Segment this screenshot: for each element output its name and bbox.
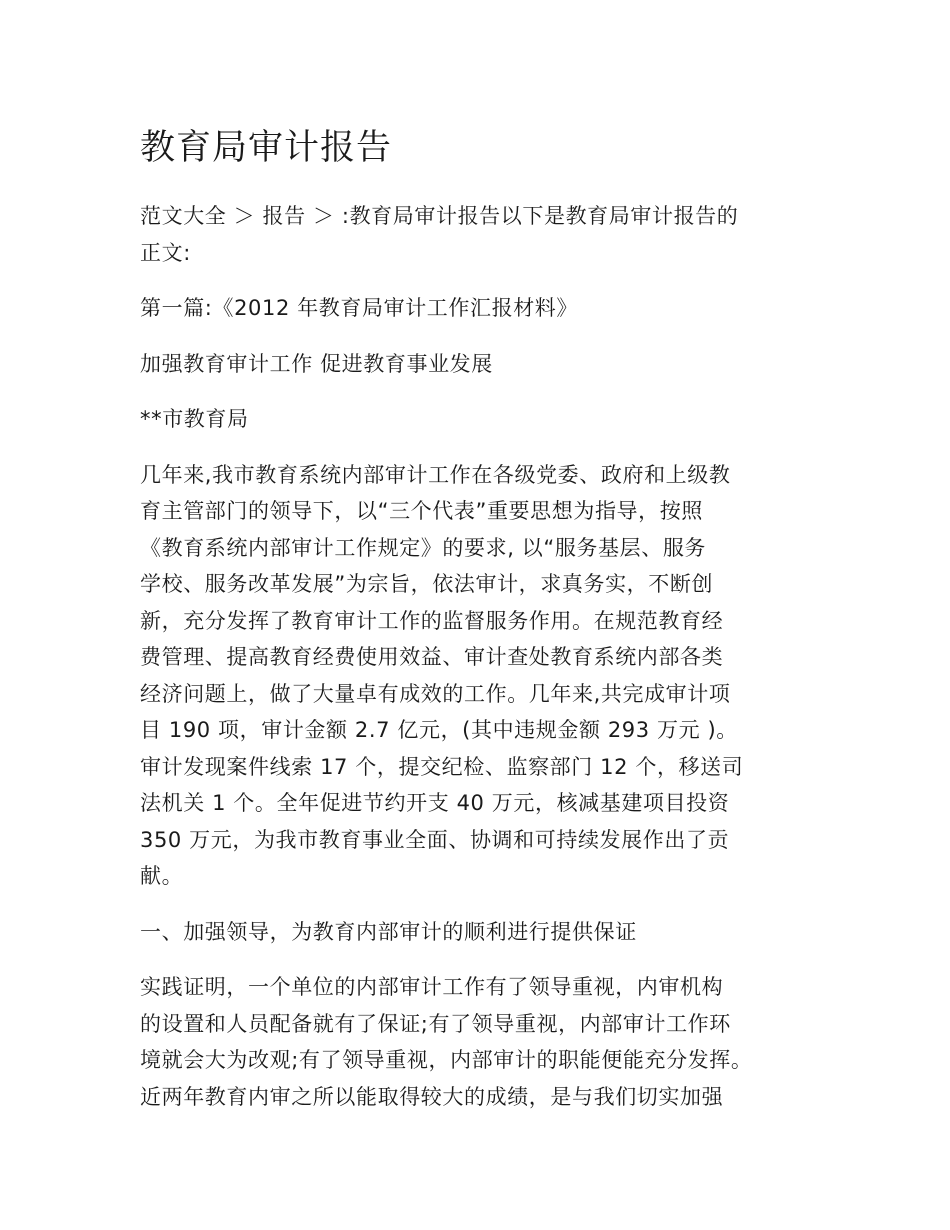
author: **市教育局 — [140, 407, 249, 431]
text-line: 新，充分发挥了教育审计工作的监督服务作用。在规范教育经 — [140, 608, 724, 633]
text-line: 献。 — [140, 864, 184, 888]
text-line: 近两年教育内审之所以能取得较大的成绩，是与我们切实加强 — [140, 1084, 724, 1109]
text-line: 的设置和人员配备就有了保证;有了领导重视，内部审计工作环 — [140, 1011, 731, 1036]
text-line: 学校、服务改革发展”为宗旨，依法审计，求真务实，不断创 — [140, 572, 714, 596]
text-line: 实践证明，一个单位的内部审计工作有了领导重视，内审机构 — [140, 975, 724, 999]
breadcrumb-line: 范文大全 ＞ 报告 ＞ :教育局审计报告以下是教育局审计报告的 — [140, 204, 739, 228]
text-line: 经济问题上，做了大量卓有成效的工作。几年来,共完成审计项 — [140, 681, 731, 706]
part-heading: 第一篇:《2012 年教育局审计工作汇报材料》 — [140, 296, 578, 320]
text-line: 育主管部门的领导下，以“三个代表”重要思想为指导，按照 — [140, 499, 703, 523]
document-subtitle: 加强教育审计工作 促进教育事业发展 — [140, 351, 493, 376]
text-line: 法机关 1 个。全年促进节约开支 40 万元，核减基建项目投资 — [140, 791, 730, 815]
text-line: 《教育系统内部审计工作规定》的要求, 以“服务基层、服务 — [140, 535, 707, 560]
text-line: 境就会大为改观;有了领导重视，内部审计的职能便能充分发挥。 — [140, 1048, 753, 1072]
section-heading: 一、加强领导，为教育内部审计的顺利进行提供保证 — [140, 919, 637, 944]
breadcrumb — [140, 198, 820, 271]
text-line: 目 190 项，审计金额 2.7 亿元，(其中违规金额 293 万元 )。 — [140, 718, 738, 742]
text-line: 350 万元，为我市教育事业全面、协调和可持续发展作出了贡 — [140, 827, 730, 852]
text-line: 几年来,我市教育系统内部审计工作在各级党委、政府和上级教 — [140, 462, 731, 487]
text-line: 费管理、提高教育经费使用效益、审计查处教育系统内部各类 — [140, 645, 724, 669]
text-line: 审计发现案件线索 17 个，提交纪检、监察部门 12 个，移送司 — [140, 754, 744, 779]
section-paragraph — [140, 969, 820, 1115]
document-title: 教育局审计报告 — [140, 128, 393, 168]
intro-paragraph — [140, 457, 820, 895]
breadcrumb-line: 正文: — [140, 240, 191, 265]
